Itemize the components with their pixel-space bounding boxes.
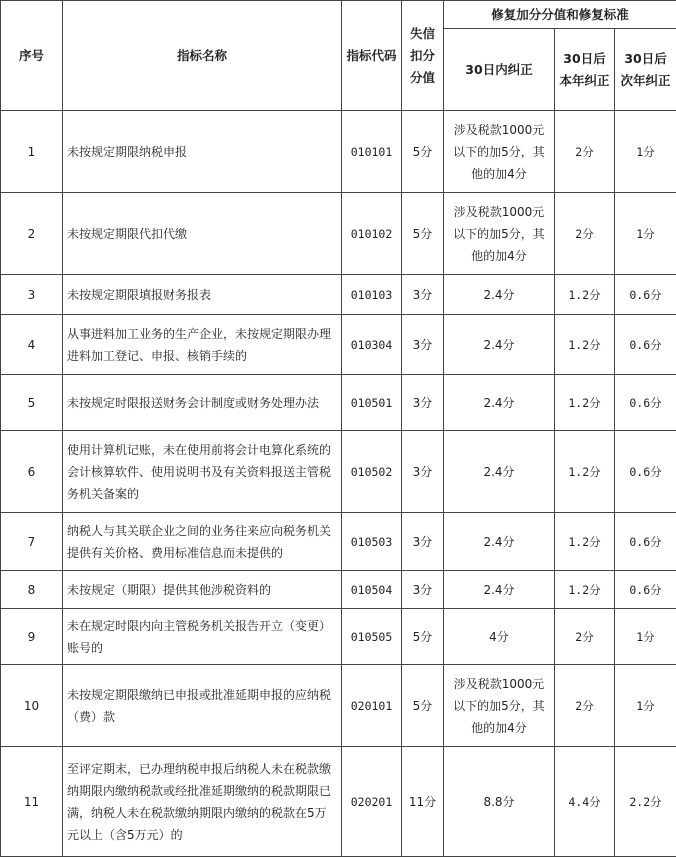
cell-rnext: 0.6分 — [615, 275, 676, 315]
cell-deduct: 5分 — [402, 665, 444, 747]
cell-deduct: 3分 — [402, 315, 444, 375]
header-rnext: 30日后次年纠正 — [615, 29, 676, 111]
cell-rnext: 2.2分 — [615, 747, 676, 857]
cell-rnext: 0.6分 — [615, 513, 676, 571]
cell-rthis: 1.2分 — [555, 315, 615, 375]
cell-r30: 涉及税款1000元以下的加5分，其他的加4分 — [444, 111, 555, 193]
cell-r30: 2.4分 — [444, 375, 555, 431]
cell-name: 纳税人与其关联企业之间的业务往来应向税务机关提供有关价格、费用标准信息而未提供的 — [63, 513, 342, 571]
cell-code: 020101 — [342, 665, 402, 747]
header-deduct: 失信扣分分值 — [402, 1, 444, 111]
cell-name: 未按规定期限纳税申报 — [63, 111, 342, 193]
cell-r30: 2.4分 — [444, 571, 555, 609]
cell-deduct: 5分 — [402, 111, 444, 193]
cell-deduct: 3分 — [402, 275, 444, 315]
cell-rthis: 2分 — [555, 665, 615, 747]
table-row — [1, 747, 676, 857]
cell-rnext: 0.6分 — [615, 375, 676, 431]
table-row — [1, 665, 676, 747]
cell-seq: 7 — [1, 513, 63, 571]
cell-code: 010101 — [342, 111, 402, 193]
header-rthis: 30日后本年纠正 — [555, 29, 615, 111]
cell-rthis: 1.2分 — [555, 513, 615, 571]
cell-name: 未按规定期限缴纳已申报或批准延期申报的应纳税（费）款 — [63, 665, 342, 747]
cell-name: 未在规定时限内向主管税务机关报告开立（变更）账号的 — [63, 609, 342, 665]
table-body — [1, 111, 676, 857]
cell-rthis: 1.2分 — [555, 275, 615, 315]
cell-name: 使用计算机记账，未在使用前将会计电算化系统的会计核算软件、使用说明书及有关资料报送主管税务机关备案的 — [63, 431, 342, 513]
cell-deduct: 11分 — [402, 747, 444, 857]
cell-rnext: 1分 — [615, 193, 676, 275]
cell-name: 从事进料加工业务的生产企业，未按规定期限办理进料加工登记、申报、核销手续的 — [63, 315, 342, 375]
cell-code: 010501 — [342, 375, 402, 431]
header-code: 指标代码 — [342, 1, 402, 111]
table-row — [1, 315, 676, 375]
cell-seq: 4 — [1, 315, 63, 375]
cell-name: 未按规定（期限）提供其他涉税资料的 — [63, 571, 342, 609]
cell-code: 010503 — [342, 513, 402, 571]
cell-deduct: 3分 — [402, 375, 444, 431]
cell-rthis: 2分 — [555, 111, 615, 193]
cell-seq: 10 — [1, 665, 63, 747]
cell-rnext: 1分 — [615, 665, 676, 747]
cell-rnext: 1分 — [615, 111, 676, 193]
cell-name: 至评定期末，已办理纳税申报后纳税人未在税款缴纳期限内缴纳税款或经批准延期缴纳的税款期限已满，纳税人未在税款缴纳期限内缴纳的税款在5万元以上（含5万元）的 — [63, 747, 342, 857]
cell-rnext: 0.6分 — [615, 315, 676, 375]
cell-code: 010103 — [342, 275, 402, 315]
table-row — [1, 275, 676, 315]
cell-deduct: 3分 — [402, 513, 444, 571]
cell-seq: 11 — [1, 747, 63, 857]
header-name: 指标名称 — [63, 1, 342, 111]
cell-deduct: 5分 — [402, 193, 444, 275]
cell-r30: 涉及税款1000元以下的加5分，其他的加4分 — [444, 665, 555, 747]
cell-seq: 6 — [1, 431, 63, 513]
cell-seq: 2 — [1, 193, 63, 275]
header-seq: 序号 — [1, 1, 63, 111]
cell-rnext: 1分 — [615, 609, 676, 665]
cell-r30: 2.4分 — [444, 315, 555, 375]
table-row — [1, 375, 676, 431]
cell-rthis: 1.2分 — [555, 431, 615, 513]
cell-rthis: 2分 — [555, 609, 615, 665]
cell-rthis: 4.4分 — [555, 747, 615, 857]
table-row — [1, 431, 676, 513]
cell-rnext: 0.6分 — [615, 431, 676, 513]
cell-rnext: 0.6分 — [615, 571, 676, 609]
cell-r30: 2.4分 — [444, 275, 555, 315]
table-row — [1, 111, 676, 193]
table-row — [1, 193, 676, 275]
cell-name: 未按规定时限报送财务会计制度或财务处理办法 — [63, 375, 342, 431]
cell-rthis: 2分 — [555, 193, 615, 275]
cell-code: 010304 — [342, 315, 402, 375]
cell-seq: 9 — [1, 609, 63, 665]
cell-r30: 4分 — [444, 609, 555, 665]
header-repair: 修复加分分值和修复标准 — [444, 1, 676, 29]
cell-seq: 3 — [1, 275, 63, 315]
cell-rthis: 1.2分 — [555, 571, 615, 609]
cell-code: 010504 — [342, 571, 402, 609]
cell-rthis: 1.2分 — [555, 375, 615, 431]
cell-seq: 8 — [1, 571, 63, 609]
cell-r30: 涉及税款1000元以下的加5分，其他的加4分 — [444, 193, 555, 275]
table-row — [1, 513, 676, 571]
cell-code: 020201 — [342, 747, 402, 857]
cell-r30: 8.8分 — [444, 747, 555, 857]
table-row — [1, 571, 676, 609]
cell-code: 010102 — [342, 193, 402, 275]
cell-seq: 5 — [1, 375, 63, 431]
cell-deduct: 3分 — [402, 571, 444, 609]
cell-r30: 2.4分 — [444, 513, 555, 571]
cell-r30: 2.4分 — [444, 431, 555, 513]
cell-deduct: 5分 — [402, 609, 444, 665]
cell-seq: 1 — [1, 111, 63, 193]
table-row — [1, 609, 676, 665]
cell-name: 未按规定期限代扣代缴 — [63, 193, 342, 275]
cell-name: 未按规定期限填报财务报表 — [63, 275, 342, 315]
cell-code: 010502 — [342, 431, 402, 513]
cell-code: 010505 — [342, 609, 402, 665]
header-r30: 30日内纠正 — [444, 29, 555, 111]
cell-deduct: 3分 — [402, 431, 444, 513]
